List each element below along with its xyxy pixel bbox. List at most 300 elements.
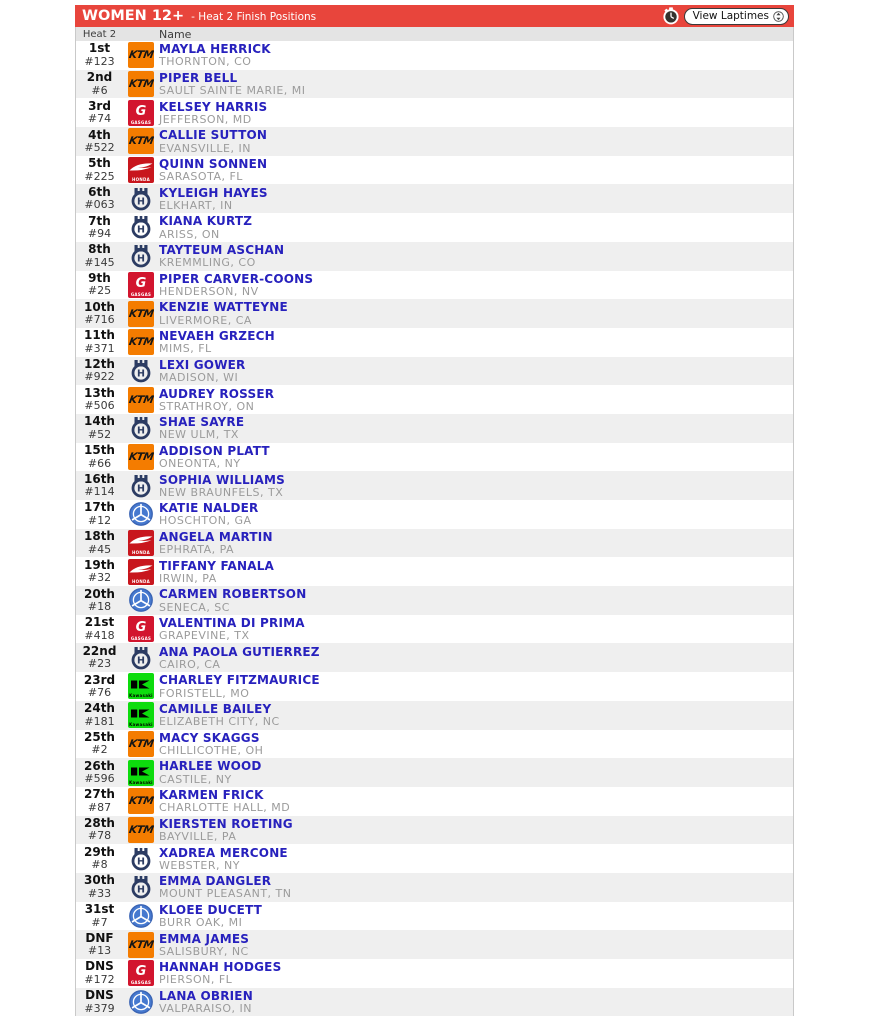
table-row [76,271,793,300]
finish-position: 27th [84,787,115,802]
rider-name-link[interactable]: ANA PAOLA GUTIERREZ [159,644,320,659]
rider-number: #8 [91,858,108,872]
class-title: WOMEN 12+ [82,7,185,24]
rider-name-link[interactable]: PIPER CARVER-COONS [159,271,314,286]
brand-logo-cell [123,731,159,757]
position-cell [76,243,123,269]
brand-logo-cell [123,243,159,269]
rider-number: #18 [87,599,112,613]
ktm-logo-icon: KTM [128,42,154,68]
svg-text:H: H [137,425,145,437]
ktm-logo-icon: KTM [128,731,154,757]
rider-hometown: ARISS, ON [159,227,220,241]
rider-cell [159,472,285,500]
finish-position: DNS [85,988,114,1003]
gasgas-logo-icon: G GASGAS [128,100,154,126]
table-body [76,41,793,1016]
husqvarna-logo-icon [128,645,154,671]
brand-logo-cell [123,932,159,958]
honda-logo-icon: HONDA [128,559,154,585]
rider-name-link[interactable]: KIERSTEN ROETING [159,816,293,831]
rider-hometown: NEW BRAUNFELS, TX [159,485,284,499]
rider-name-link[interactable]: EMMA JAMES [159,931,250,946]
ktm-logo-icon: KTM [128,817,154,843]
position-cell [76,415,123,441]
rider-hometown: KREMMLING, CO [159,256,256,270]
rider-cell [159,529,273,557]
brand-logo-cell [123,673,159,699]
position-cell [76,186,123,212]
rider-hometown: MOUNT PLEASANT, TN [159,887,292,901]
brand-logo-cell [123,473,159,499]
rider-number: #66 [87,456,112,470]
rider-number: #114 [84,485,115,499]
ktm-logo-icon: KTM [128,444,154,470]
position-cell [76,444,123,470]
table-row [76,758,793,787]
table-row [76,184,793,213]
rider-name-link[interactable]: KLOEE DUCETT [159,902,263,917]
rider-name-link[interactable]: TIFFANY FANALA [159,558,275,573]
table-row [76,213,793,242]
position-cell [76,358,123,384]
table-row [76,787,793,816]
rider-name-link[interactable]: CALLIE SUTTON [159,128,268,143]
rider-number: #32 [87,571,112,585]
brand-logo-cell [123,587,159,613]
position-cell [76,788,123,814]
rider-hometown: CASTILE, NY [159,772,232,786]
rider-cell [159,730,263,758]
rider-number: #52 [87,427,112,441]
rider-cell [159,70,306,98]
svg-text:H: H [137,655,145,667]
stopwatch-icon [662,7,680,25]
position-cell [76,760,123,786]
rider-name-link[interactable]: HANNAH HODGES [159,960,282,975]
husqvarna-logo-icon [128,846,154,872]
rider-number: #181 [84,714,115,728]
rider-number: #225 [84,169,115,183]
yamaha-logo-icon [128,501,154,527]
brand-logo-cell [123,501,159,527]
brand-logo-cell [123,846,159,872]
view-laptimes-select[interactable] [684,8,789,25]
rider-hometown: SARASOTA, FL [159,170,243,184]
rider-cell [159,328,275,356]
rider-number: #7 [91,915,108,929]
rider-cell [159,414,244,442]
position-cell [76,960,123,986]
svg-text:H: H [137,856,145,868]
rider-hometown: NEW ULM, TX [159,428,239,442]
rider-number: #418 [84,628,115,642]
table-row [76,443,793,472]
table-row [76,41,793,70]
finish-position: 6th [88,184,111,199]
finish-position: 13th [84,385,115,400]
finish-position: 28th [84,816,115,831]
select-updown-icon [773,11,784,22]
rider-name-link[interactable]: ANGELA MARTIN [159,529,273,544]
finish-position: DNS [85,959,114,974]
rider-cell [159,701,280,729]
finish-position: 19th [84,557,115,572]
finish-position: 5th [88,156,111,171]
ktm-logo-icon: KTM [128,788,154,814]
rider-name-link[interactable]: KIANA KURTZ [159,214,253,229]
honda-logo-icon: HONDA [128,157,154,183]
table-row [76,816,793,845]
rider-hometown: JEFFERSON, MD [159,112,252,126]
rider-cell [159,443,270,471]
finish-position: 1st [88,41,111,56]
brand-logo-cell [123,444,159,470]
brand-logo-cell [123,760,159,786]
rider-name-link[interactable]: NEVAEH GRZECH [159,329,275,344]
rider-number: #13 [87,944,112,958]
table-row [76,500,793,529]
rider-cell [159,242,284,270]
finish-position: 25th [84,729,115,744]
rider-hometown: CHILLICOTHE, OH [159,743,264,757]
rider-cell [159,213,252,241]
finish-position: 21st [84,615,115,630]
brand-logo-cell [123,42,159,68]
rider-number: #33 [87,886,112,900]
rider-hometown: ONEONTA, NY [159,457,241,471]
brand-logo-cell [123,903,159,929]
finish-position: 26th [84,758,115,773]
position-cell [76,846,123,872]
rider-name-link[interactable]: LANA OBRIEN [159,988,253,1003]
rider-name-link[interactable]: KYLEIGH HAYES [159,185,268,200]
rider-number: #522 [84,140,115,154]
table-row [76,156,793,185]
brand-logo-cell [123,989,159,1015]
position-cell [76,157,123,183]
finish-position: 11th [84,328,115,343]
brand-logo-cell [123,358,159,384]
rider-hometown: THORNTON, CO [159,55,252,69]
ktm-logo-icon: KTM [128,387,154,413]
heat-subtitle: - Heat 2 Finish Positions [191,10,317,23]
position-cell [76,874,123,900]
finish-position: 10th [84,299,115,314]
results-header-bar [75,5,794,27]
rider-number: #74 [87,112,112,126]
rider-hometown: FORISTELL, MO [159,686,250,700]
position-cell [76,903,123,929]
position-cell [76,645,123,671]
table-row [76,701,793,730]
kawasaki-logo-icon: Kawasaki [128,702,154,728]
rider-cell [159,672,320,700]
rider-name-link[interactable]: MACY SKAGGS [159,730,260,745]
column-header-name: Name [159,27,192,41]
rider-name-link[interactable]: CAMILLE BAILEY [159,702,272,717]
rider-cell [159,873,291,901]
ktm-logo-icon: KTM [128,71,154,97]
table-row [76,615,793,644]
rider-cell [159,787,290,815]
yamaha-logo-icon [128,903,154,929]
husqvarna-logo-icon [128,243,154,269]
position-cell [76,702,123,728]
table-row [76,902,793,931]
rider-number: #063 [84,198,115,212]
svg-text:H: H [137,368,145,380]
table-row [76,242,793,271]
table-row [76,930,793,959]
finish-position: 29th [84,844,115,859]
brand-logo-cell [123,71,159,97]
rider-name-link[interactable]: AUDREY ROSSER [159,386,275,401]
finish-position: 22nd [82,643,117,658]
finish-position: 14th [84,414,115,429]
finish-position: 3rd [88,98,111,113]
table-row [76,127,793,156]
rider-name-link[interactable]: ADDISON PLATT [159,443,270,458]
position-cell [76,71,123,97]
finish-position: DNF [85,930,114,945]
rider-name-link[interactable]: VALENTINA DI PRIMA [159,616,305,631]
yamaha-logo-icon [128,989,154,1015]
rider-hometown: BURR OAK, MI [159,916,243,930]
svg-text:H: H [137,483,145,495]
rider-cell [159,99,267,127]
rider-hometown: SALISBURY, NC [159,944,249,958]
rider-hometown: LIVERMORE, CA [159,313,252,327]
gasgas-logo-icon: G GASGAS [128,960,154,986]
rider-name-link[interactable]: HARLEE WOOD [159,759,262,774]
position-cell [76,473,123,499]
brand-logo-cell [123,960,159,986]
table-row [76,385,793,414]
rider-hometown: CAIRO, CA [159,657,221,671]
rider-cell [159,558,274,586]
rider-cell [159,299,288,327]
table-row [76,414,793,443]
table-header-row [76,27,793,41]
rider-cell [159,41,271,69]
rider-number: #45 [87,542,112,556]
brand-logo-cell [123,128,159,154]
rider-cell [159,386,274,414]
position-cell [76,329,123,355]
husqvarna-logo-icon [128,415,154,441]
brand-logo-cell [123,329,159,355]
table-row [76,299,793,328]
rider-number: #94 [87,227,112,241]
rider-hometown: GRAPEVINE, TX [159,629,250,643]
rider-hometown: BAYVILLE, PA [159,830,237,843]
rider-name-link[interactable]: KARMEN FRICK [159,788,264,803]
finish-position: 16th [84,471,115,486]
position-cell [76,215,123,241]
brand-logo-cell [123,616,159,642]
rider-number: #371 [84,341,115,355]
rider-name-link[interactable]: KELSEY HARRIS [159,99,268,114]
position-cell [76,989,123,1015]
table-row [76,98,793,127]
brand-logo-cell [123,702,159,728]
brand-logo-cell [123,559,159,585]
gasgas-logo-icon: G GASGAS [128,616,154,642]
position-cell [76,387,123,413]
rider-name-link[interactable]: KENZIE WATTEYNE [159,300,288,315]
rider-cell [159,500,258,528]
rider-hometown: MADISON, WI [159,371,239,384]
table-row [76,328,793,357]
husqvarna-logo-icon [128,874,154,900]
brand-logo-cell [123,157,159,183]
finish-position: 8th [88,242,111,257]
rider-cell [159,586,306,614]
brand-logo-cell [123,214,159,240]
rider-cell [159,845,288,873]
table-row [76,70,793,99]
table-row [76,643,793,672]
rider-name-link[interactable]: MAYLA HERRICK [159,42,271,57]
rider-name-link[interactable]: LEXI GOWER [159,357,246,372]
husqvarna-logo-icon [128,473,154,499]
position-cell [76,817,123,843]
brand-logo-cell [123,272,159,298]
brand-logo-cell [123,301,159,327]
rider-cell [159,357,245,385]
rider-cell [159,271,313,299]
gasgas-logo-icon: G GASGAS [128,272,154,298]
table-row [76,730,793,759]
rider-hometown: SAULT SAINTE MARIE, MI [159,84,306,98]
finish-position: 9th [88,270,111,285]
rider-name-link[interactable]: PIPER BELL [159,70,238,85]
rider-number: #12 [87,513,112,527]
ktm-logo-icon: KTM [128,329,154,355]
rider-hometown: STRATHROY, ON [159,399,255,413]
brand-logo-cell [123,100,159,126]
rider-hometown: HOSCHTON, GA [159,514,252,528]
rider-number: #172 [84,972,115,986]
position-cell [76,100,123,126]
yamaha-logo-icon [128,587,154,613]
position-cell [76,932,123,958]
rider-hometown: SENECA, SC [159,600,230,614]
rider-number: #78 [87,829,112,843]
rider-cell [159,959,281,987]
rider-number: #2 [91,743,108,757]
finish-positions-table [75,27,794,1016]
rider-number: #23 [87,657,112,671]
table-row [76,557,793,586]
finish-position: 4th [88,127,111,142]
rider-number: #145 [84,255,115,269]
svg-text:H: H [137,196,145,208]
rider-cell [159,644,320,672]
rider-hometown: HENDERSON, NV [159,284,259,298]
finish-position: 7th [88,213,111,228]
rider-name-link[interactable]: SHAE SAYRE [159,415,245,430]
kawasaki-logo-icon: Kawasaki [128,760,154,786]
brand-logo-cell [123,415,159,441]
svg-text:H: H [137,225,145,237]
position-cell [76,272,123,298]
position-cell [76,501,123,527]
rider-hometown: CHARLOTTE HALL, MD [159,801,291,815]
table-row [76,471,793,500]
rider-number: #87 [87,800,112,814]
rider-cell [159,816,293,844]
rider-name-link[interactable]: SOPHIA WILLIAMS [159,472,285,487]
position-cell [76,731,123,757]
rider-hometown: WEBSTER, NY [159,858,240,872]
rider-number: #506 [84,399,115,413]
svg-text:H: H [137,253,145,265]
husqvarna-logo-icon [128,214,154,240]
table-row [76,873,793,902]
ktm-logo-icon: KTM [128,301,154,327]
rider-number: #25 [87,284,112,298]
table-row [76,357,793,386]
position-cell [76,588,123,614]
table-row [76,586,793,615]
rider-name-link[interactable]: CARMEN ROBERTSON [159,587,307,602]
position-cell [76,616,123,642]
table-row [76,844,793,873]
rider-hometown: EPHRATA, PA [159,543,235,557]
rider-number: #123 [84,54,115,68]
view-laptimes-label: View Laptimes [692,10,769,22]
rider-name-link[interactable]: CHARLEY FITZMAURICE [159,673,320,688]
rider-number: #6 [91,83,108,97]
position-cell [76,42,123,68]
results-panel [75,5,794,1016]
finish-position: 31st [84,902,115,917]
brand-logo-cell [123,645,159,671]
finish-position: 17th [84,500,115,515]
brand-logo-cell [123,530,159,556]
finish-position: 2nd [86,70,113,85]
finish-position: 18th [84,529,115,544]
finish-position: 23rd [83,672,116,687]
rider-cell [159,931,249,959]
rider-name-link[interactable]: QUINN SONNEN [159,157,268,172]
rider-hometown: ELKHART, IN [159,198,233,212]
rider-hometown: PIERSON, FL [159,973,233,987]
honda-logo-icon: HONDA [128,530,154,556]
ktm-logo-icon: KTM [128,932,154,958]
brand-logo-cell [123,387,159,413]
rider-number: #922 [84,370,115,384]
rider-name-link[interactable]: XADREA MERCONE [159,845,288,860]
brand-logo-cell [123,186,159,212]
rider-cell [159,185,268,213]
rider-name-link[interactable]: EMMA DANGLER [159,874,272,889]
svg-text:H: H [137,884,145,896]
table-row [76,988,793,1017]
rider-name-link[interactable]: TAYTEUM ASCHAN [159,243,285,258]
rider-hometown: MIMS, FL [159,342,212,356]
husqvarna-logo-icon [128,358,154,384]
rider-hometown: VALPARAISO, IN [159,1002,253,1016]
rider-name-link[interactable]: KATIE NALDER [159,501,259,516]
brand-logo-cell [123,817,159,843]
finish-position: 20th [84,586,115,601]
position-cell [76,129,123,155]
rider-cell [159,127,267,155]
rider-number: #76 [87,686,112,700]
